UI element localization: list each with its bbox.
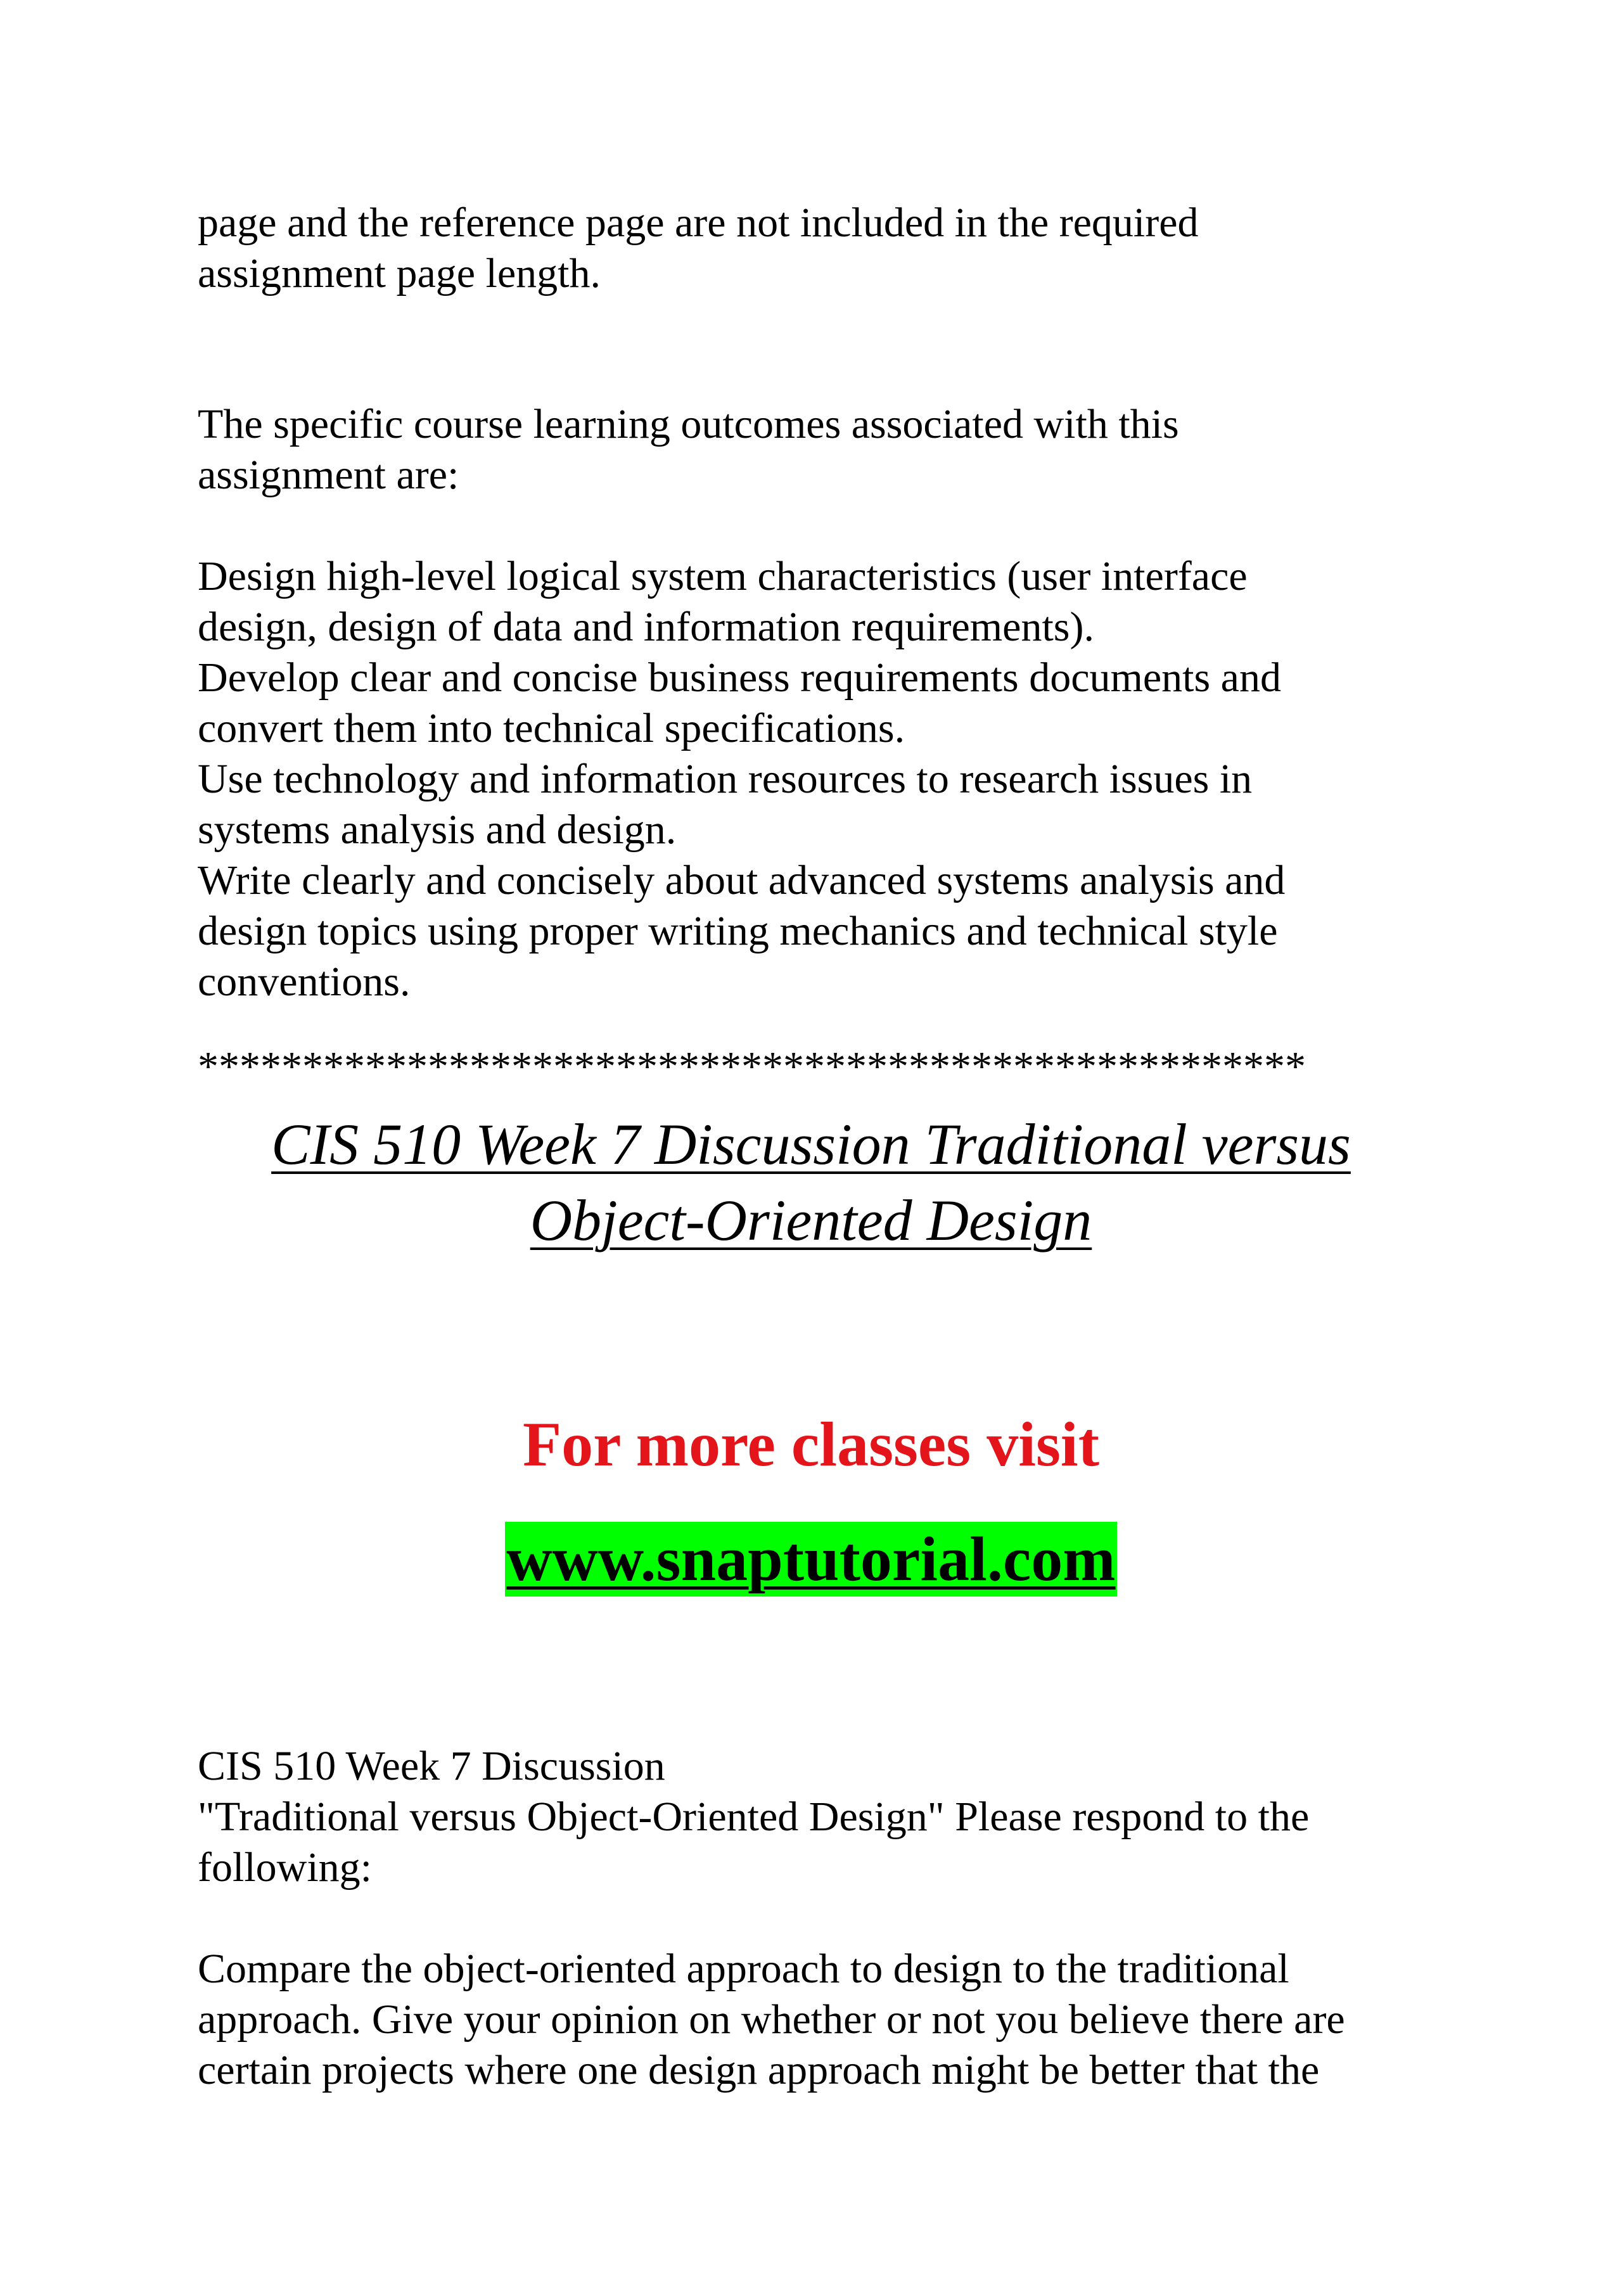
prompt-paragraph bbox=[198, 1944, 1440, 2096]
separator-stars: ***************************************************** bbox=[198, 1043, 1306, 1090]
outcome-line: Develop clear and concise business requirements documents and bbox=[198, 654, 1281, 701]
outcome-line: conventions. bbox=[198, 959, 411, 1005]
snaptutorial-link[interactable]: www.snaptutorial.com bbox=[505, 1522, 1116, 1597]
outcomes-intro-paragraph bbox=[198, 399, 1440, 501]
outcome-line: Write clearly and concisely about advanced systems analysis and bbox=[198, 857, 1286, 903]
intro-line: assignment page length. bbox=[198, 250, 601, 297]
discussion-line: following: bbox=[198, 1844, 372, 1891]
discussion-line: "Traditional versus Object-Oriented Design" Please respond to the bbox=[198, 1794, 1310, 1840]
outcome-line: design, design of data and information requirements). bbox=[198, 604, 1094, 650]
discussion-line: CIS 510 Week 7 Discussion bbox=[198, 1743, 665, 1789]
outcome-line: convert them into technical specifications. bbox=[198, 705, 905, 751]
outcome-line: design topics using proper writing mechanics and technical style bbox=[198, 908, 1278, 954]
prompt-line: certain projects where one design approach might be better that the bbox=[198, 2047, 1320, 2093]
prompt-line: approach. Give your opinion on whether or not you believe there are bbox=[198, 1996, 1345, 2043]
prompt-line: Compare the object-oriented approach to design to the traditional bbox=[198, 1946, 1289, 1992]
intro-paragraph bbox=[198, 198, 1440, 299]
outcomes-intro-line: assignment are: bbox=[198, 452, 459, 498]
promo-text: For more classes visit bbox=[522, 1409, 1099, 1479]
outcomes-intro-line: The specific course learning outcomes associated with this bbox=[198, 401, 1179, 447]
outcome-line: systems analysis and design. bbox=[198, 807, 677, 853]
promo-link-wrap bbox=[0, 1522, 1622, 1597]
outcomes-list bbox=[198, 551, 1440, 1007]
intro-line: page and the reference page are not included in the required bbox=[198, 200, 1199, 246]
discussion-paragraph bbox=[198, 1741, 1440, 1893]
title-line-1: CIS 510 Week 7 Discussion Traditional versus bbox=[271, 1112, 1351, 1177]
outcome-line: Use technology and information resources to research issues in bbox=[198, 756, 1253, 802]
title-line-2: Object-Oriented Design bbox=[530, 1188, 1092, 1253]
outcome-line: Design high-level logical system characteristics (user interface bbox=[198, 553, 1248, 599]
